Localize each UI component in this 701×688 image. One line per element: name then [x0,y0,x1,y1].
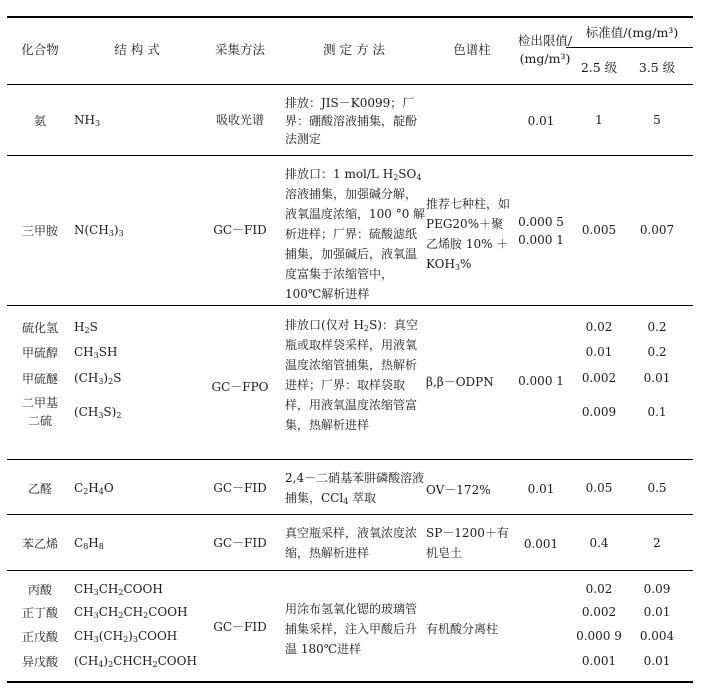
standard-grade-3-5: 0.01 [643,605,671,619]
row-rule-1 [7,155,693,156]
determination-method: 排放：JIS－K0099；厂界：硼酸溶液捕集，靛酚法测定 [285,96,418,146]
compound-name: 正丁酸 [21,606,58,620]
compound-name: 硫化氢 [21,321,58,335]
determination-method: 用涂布氢氧化锶的玻璃管捕集采样，注入甲酸后升温 180℃进样 [285,602,418,656]
compound-formula: $N(CH_3)_3$ [74,223,124,238]
compound-formula: $(CH_3S)_2$ [74,405,122,420]
compound-name: 甲硫醇 [21,346,58,360]
header-compound: 化合物 [21,42,59,57]
compound-name: 三甲胺 [21,224,58,238]
compound-name: 苯乙烯 [21,537,58,551]
row-rule-4 [7,514,693,515]
detection-limit: 0.01 [527,114,555,128]
sampling-method: GC－FID [213,223,267,237]
standard-grade-2-5: 0.001 [581,654,617,668]
sampling-method: 吸收光谱 [215,113,264,127]
row-rule-2 [7,305,693,306]
table-bottom-rule [7,681,693,683]
compound-formula: $(CH_4)_2CHCH_2COOH$ [74,654,197,669]
standard-grade-3-5: 0.5 [647,481,667,495]
header-sampling: 采集方法 [214,42,265,57]
row-rule-3 [7,459,693,460]
standard-grade-3-5: 0.007 [639,223,675,237]
sampling-method: GC－FID [213,536,267,550]
compound-formula: $CH_3CH_2COOH$ [74,582,163,597]
sampling-method: GC－FID [213,481,267,495]
standard-grade-3-5: 5 [653,113,661,127]
compound-formula: $CH_3SH$ [74,345,118,360]
standard-grade-3-5: 0.09 [643,582,671,596]
detection-limit: 0.001 [523,537,559,551]
standard-grade-2-5: 0.009 [581,405,617,419]
standard-grade-2-5: 0.02 [585,582,613,596]
standard-grade-2-5: 0.000 9 [576,629,622,643]
standard-grade-2-5: 0.002 [581,605,617,619]
header-detection-limit-unit: (mg/m³) [519,51,571,66]
header-method: 测 定 方 法 [323,42,385,57]
standard-grade-2-5: 0.002 [581,371,617,385]
standard-grade-2-5: 0.05 [585,481,613,495]
standard-grade-2-5: 0.005 [581,223,617,237]
compound-formula: $CH_3(CH_2)_3COOH$ [74,629,178,644]
compound-name: 甲硫醚 [21,372,58,386]
compound-name: 异戊酸 [21,655,58,669]
compound-name: 丙酸 [27,583,52,597]
header-detection-limit: 检出限值/ [517,33,573,48]
header-bottom-rule [7,84,693,85]
standard-header-rule [566,47,693,48]
compound-name: 二甲基 二硫 [21,396,58,428]
chromatographic-column: β,β－ODPN [426,375,494,389]
standard-grade-3-5: 0.01 [643,654,671,668]
standard-grade-3-5: 0.1 [647,405,667,419]
compound-formula: $(CH_3)_2S$ [74,371,122,386]
standard-grade-3-5: 0.2 [647,320,667,334]
chromatographic-column: OV－172% [426,483,491,497]
sampling-method: GC－FPO [211,380,269,394]
header-column: 色谱柱 [453,42,491,57]
table-top-rule [7,16,693,18]
detection-limit: 0.000 5 0.000 1 [518,215,564,247]
header-standard: 标准值/(mg/m³) [585,25,679,40]
detection-limit: 0.000 1 [518,374,564,388]
detection-limit: 0.01 [527,482,555,496]
header-structure: 结 构 式 [114,42,160,57]
header-grade-2-5: 2.5 级 [580,60,618,75]
standard-grade-3-5: 0.2 [647,345,667,359]
header-grade-3-5: 3.5 级 [638,60,676,75]
standard-grade-2-5: 1 [595,113,603,127]
determination-method: 排放口：1 mol/L $H_2SO_4$溶液捕集，加强碱分解，液氧温度浓缩，100 °0 解析进样；厂界：硫酸滤纸捕集，加强碱后，液氧温度富集于浓缩管中，100℃解析进样 [285,167,426,301]
standard-grade-3-5: 0.004 [639,629,675,643]
determination-method: 2,4－二硝基苯肼磷酸溶液捕集，CCl$_4$ 萃取 [285,471,425,506]
chromatographic-column: SP－1200＋有机皂土 [426,526,509,560]
standard-grade-2-5: 0.02 [585,320,613,334]
chromatographic-column: 有机酸分离柱 [426,622,499,636]
compound-name: 乙醛 [27,482,52,496]
chromatographic-column: 推荐七种柱，如PEG20%＋聚乙烯胺 $10\% + KOH_3\%$ [426,197,511,272]
standard-grade-3-5: 0.01 [643,371,671,385]
standard-grade-3-5: 2 [653,536,661,550]
compound-formula: $H_2S$ [74,320,98,335]
compound-name: 正戊酸 [21,630,58,644]
standard-grade-2-5: 0.4 [589,536,609,550]
determination-method: 排放口(仅对 $H_2S$)：真空瓶或取样袋采样，用液氧温度浓缩管捕集，热解析进样；厂界：取样袋取样，用液氧温度浓缩管富集，热解析进样 [285,318,418,432]
determination-method: 真空瓶采样，液氧浓度浓缩，热解析进样 [285,526,418,560]
standard-grade-2-5: 0.01 [585,345,613,359]
row-rule-5 [7,570,693,571]
compound-formula: $C_8H_8$ [74,536,104,551]
compound-name: 氨 [33,114,46,128]
sampling-method: GC－FID [213,620,267,634]
compound-formula: $C_2H_4O$ [74,481,114,496]
compound-formula: $NH_3$ [74,113,101,128]
compound-formula: $CH_3CH_2CH_2COOH$ [74,605,188,620]
